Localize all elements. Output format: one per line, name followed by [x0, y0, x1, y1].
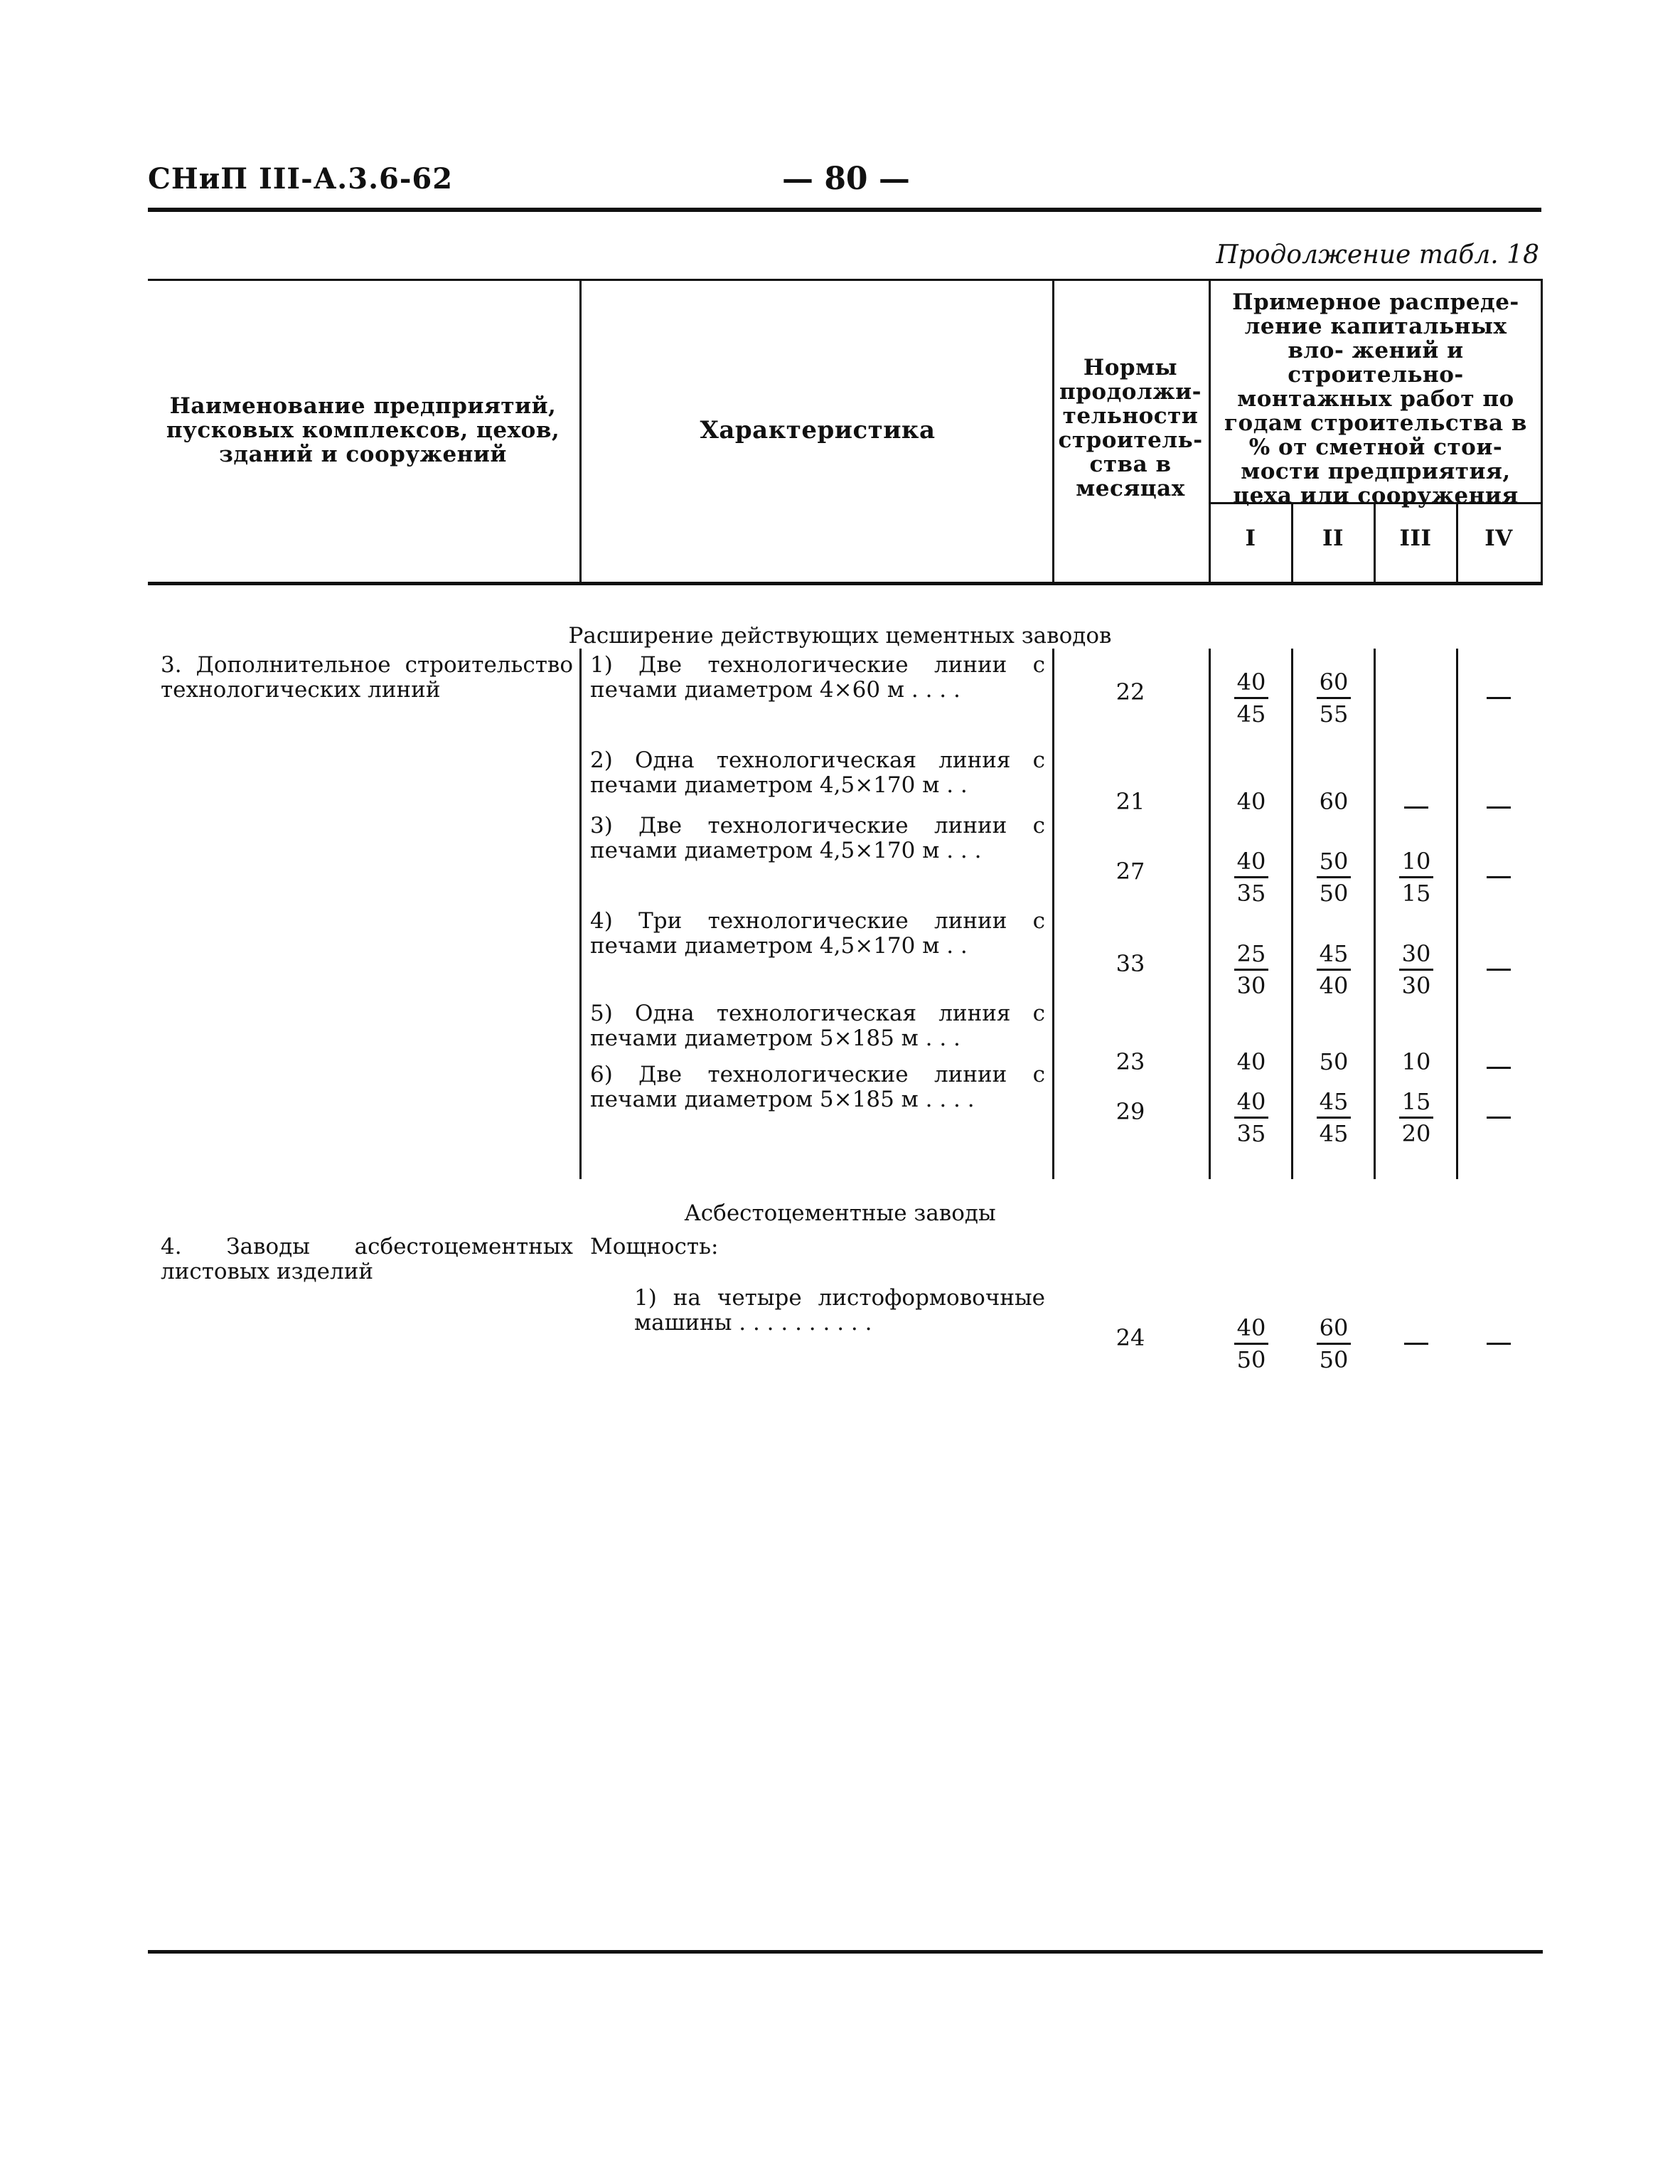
header-col-divider	[1052, 279, 1054, 585]
year-share-fraction	[1312, 846, 1355, 908]
year-share-fraction	[1312, 667, 1355, 729]
table-bottom-border	[148, 1950, 1543, 1954]
year-share-fraction	[1230, 939, 1273, 1001]
characteristic-text: 4) Три технологические линии с печами диаметром 4,5×170 м . .	[590, 908, 1045, 959]
norm-months-value: 24	[1115, 1324, 1145, 1351]
table-top-border	[148, 279, 1543, 281]
row-col-divider	[1209, 649, 1211, 1179]
fraction-numerator: 10	[1399, 846, 1434, 878]
year-header-2: II	[1322, 526, 1344, 551]
year-header-3: III	[1399, 526, 1432, 551]
empty-dash	[1487, 697, 1511, 699]
characteristic-text: 3) Две технологические линии с печами диаметром 4,5×170 м . . .	[590, 813, 1045, 863]
year-share-fraction	[1230, 846, 1273, 908]
fraction-denominator: 30	[1236, 972, 1266, 999]
fraction-denominator: 45	[1236, 701, 1266, 728]
header-rule	[148, 208, 1541, 212]
fraction-denominator: 50	[1236, 1346, 1266, 1373]
fraction-numerator: 30	[1399, 939, 1434, 971]
fraction-numerator: 60	[1317, 667, 1352, 699]
fraction-numerator: 40	[1234, 1313, 1269, 1345]
year-header-1: I	[1245, 526, 1256, 551]
year-share-value: 60	[1319, 788, 1349, 815]
fraction-denominator: 15	[1401, 880, 1431, 907]
fraction-numerator: 50	[1317, 846, 1352, 878]
fraction-denominator: 40	[1319, 972, 1349, 999]
norm-months-value: 21	[1115, 788, 1145, 815]
year-header-4: IV	[1484, 526, 1513, 551]
norm-months-value: 23	[1115, 1048, 1145, 1075]
header-col-divider	[579, 279, 582, 585]
year-share-fraction	[1395, 846, 1438, 908]
row-col-divider	[1374, 649, 1376, 1179]
row-col-divider	[1052, 649, 1054, 1179]
characteristic-text: 1) Две технологические линии с печами диаметром 4×60 м . . . .	[590, 652, 1045, 703]
page-number: — 80 —	[782, 161, 910, 197]
year-share-fraction	[1230, 667, 1273, 729]
fraction-denominator: 45	[1319, 1120, 1349, 1147]
document-code: СНиП III-А.3.6-62	[148, 162, 454, 196]
item-lead-label: Мощность:	[590, 1234, 719, 1259]
empty-dash	[1487, 806, 1511, 809]
fraction-numerator: 15	[1399, 1087, 1434, 1119]
year-share-fraction	[1312, 1087, 1355, 1149]
item-name: 4. Заводы асбестоцементных листовых изделий	[161, 1234, 573, 1284]
norm-months-value: 29	[1115, 1098, 1145, 1125]
fraction-denominator: 50	[1319, 880, 1349, 907]
row-col-divider	[579, 649, 582, 1179]
fraction-denominator: 55	[1319, 701, 1349, 728]
empty-dash	[1487, 1117, 1511, 1119]
characteristic-text: 6) Две технологические линии с печами диаметром 5×185 м . . . .	[590, 1062, 1045, 1112]
empty-dash	[1487, 969, 1511, 971]
year-share-fraction	[1312, 1313, 1355, 1375]
fraction-numerator: 40	[1234, 846, 1269, 878]
characteristic-text: 5) Одна технологическая линия с печами диаметром 5×185 м . . .	[590, 1001, 1045, 1051]
year-share-value: 10	[1401, 1048, 1431, 1075]
year-share-fraction	[1395, 939, 1438, 1001]
column-header-distribution: Примерное распреде- ление капитальных вло- жений и строительно- монтажных работ по годам строительства в % от сметной стои- мости предприятия, цеха или сооружения	[1224, 289, 1527, 508]
year-share-value: 40	[1236, 1048, 1266, 1075]
year-share-fraction	[1230, 1087, 1273, 1149]
fraction-denominator: 30	[1401, 972, 1431, 999]
empty-dash	[1404, 1343, 1428, 1345]
fraction-numerator: 45	[1317, 939, 1352, 971]
year-share-fraction	[1230, 1313, 1273, 1375]
section-title: Асбестоцементные заводы	[684, 1200, 996, 1226]
characteristic-text: 1) на четыре листоформовочные машины . . . . . . . . . .	[634, 1285, 1045, 1336]
empty-dash	[1487, 1343, 1511, 1345]
fraction-numerator: 40	[1234, 667, 1269, 699]
year-share-fraction	[1312, 939, 1355, 1001]
table-continuation-label: Продолжение табл. 18	[1216, 240, 1539, 270]
fraction-numerator: 25	[1234, 939, 1269, 971]
year-share-fraction	[1395, 1087, 1438, 1149]
section-title: Расширение действующих цементных заводов	[568, 623, 1112, 649]
characteristic-text: 2) Одна технологическая линия с печами диаметром 4,5×170 м . .	[590, 747, 1045, 798]
table-header-bottom-border	[148, 582, 1543, 585]
fraction-numerator: 45	[1317, 1087, 1352, 1119]
fraction-numerator: 60	[1317, 1313, 1352, 1345]
year-share-value: 40	[1236, 788, 1266, 815]
column-header-characteristic: Характеристика	[700, 416, 936, 444]
fraction-denominator: 35	[1236, 880, 1266, 907]
column-header-name: Наименование предприятий, пусковых комплексов, цехов, зданий и сооружений	[166, 393, 560, 467]
item-name: 3. Дополнительное строительство технологических линий	[161, 652, 573, 703]
table-right-border	[1541, 279, 1543, 585]
fraction-denominator: 50	[1319, 1346, 1349, 1373]
row-col-divider	[1291, 649, 1293, 1179]
norm-months-value: 27	[1115, 858, 1145, 885]
column-header-norms: Нормы продолжи- тельности строитель- ства в месяцах	[1058, 355, 1203, 501]
fraction-denominator: 20	[1401, 1120, 1431, 1147]
empty-dash	[1404, 806, 1428, 809]
fraction-denominator: 35	[1236, 1120, 1266, 1147]
row-col-divider	[1456, 649, 1458, 1179]
fraction-numerator: 40	[1234, 1087, 1269, 1119]
empty-dash	[1487, 1067, 1511, 1069]
empty-dash	[1487, 876, 1511, 878]
norm-months-value: 22	[1115, 678, 1145, 705]
norm-months-value: 33	[1115, 950, 1145, 977]
year-share-value: 50	[1319, 1048, 1349, 1075]
